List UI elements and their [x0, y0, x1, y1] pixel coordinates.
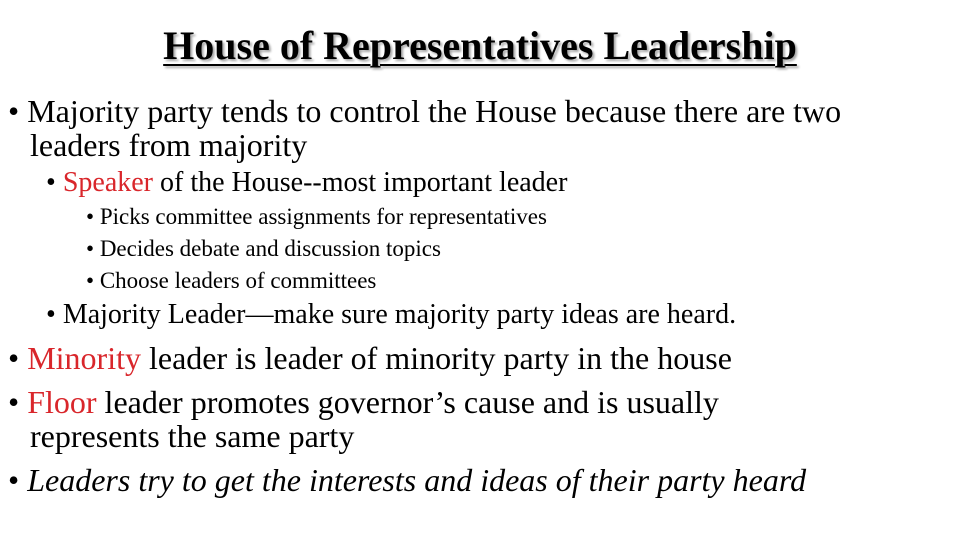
bullet-text: of the House--most important leader — [153, 167, 568, 198]
bullet-dot: • — [8, 384, 20, 420]
bullet-choose-leaders — [86, 268, 376, 293]
bullet-dot: • — [86, 236, 95, 261]
bullet-continuation: leaders from majority — [30, 127, 308, 163]
bullet-speaker — [46, 168, 567, 198]
bullet-text: leader is leader of minority party in the house — [140, 340, 732, 376]
bullet-leaders-interests — [8, 463, 806, 497]
slide-title: House of Representatives Leadership — [163, 23, 797, 68]
bullet-majority-leader — [46, 300, 736, 330]
bullet-text: Leaders try to get the interests and ideas of their party heard — [27, 462, 807, 498]
bullet-dot: • — [46, 167, 56, 198]
bullet-text: Picks committee assignments for representatives — [99, 204, 547, 229]
bullet-text: Choose leaders of committees — [99, 268, 377, 293]
bullet-highlight: Speaker — [62, 167, 153, 198]
bullet-decides-debate — [86, 236, 441, 261]
bullet-picks-committee — [86, 204, 547, 229]
bullet-minority — [8, 341, 732, 375]
bullet-dot: • — [86, 268, 95, 293]
bullet-dot: • — [8, 93, 20, 129]
bullet-highlight: Floor — [27, 384, 97, 420]
bullet-text: Majority party tends to control the House because there are two — [27, 93, 842, 129]
bullet-highlight: Minority — [27, 340, 141, 376]
bullet-text: Majority Leader—make sure majority party ideas are heard. — [62, 299, 737, 330]
bullet-floor — [8, 385, 719, 419]
bullet-majority-party — [8, 94, 841, 128]
bullet-continuation: represents the same party — [30, 418, 355, 454]
bullet-text: leader promotes governor’s cause and is usually — [96, 384, 719, 420]
bullet-text: Decides debate and discussion topics — [99, 236, 441, 261]
bullet-dot: • — [8, 340, 20, 376]
bullet-dot: • — [46, 299, 56, 330]
bullet-dot: • — [86, 204, 95, 229]
bullet-dot: • — [8, 462, 20, 498]
